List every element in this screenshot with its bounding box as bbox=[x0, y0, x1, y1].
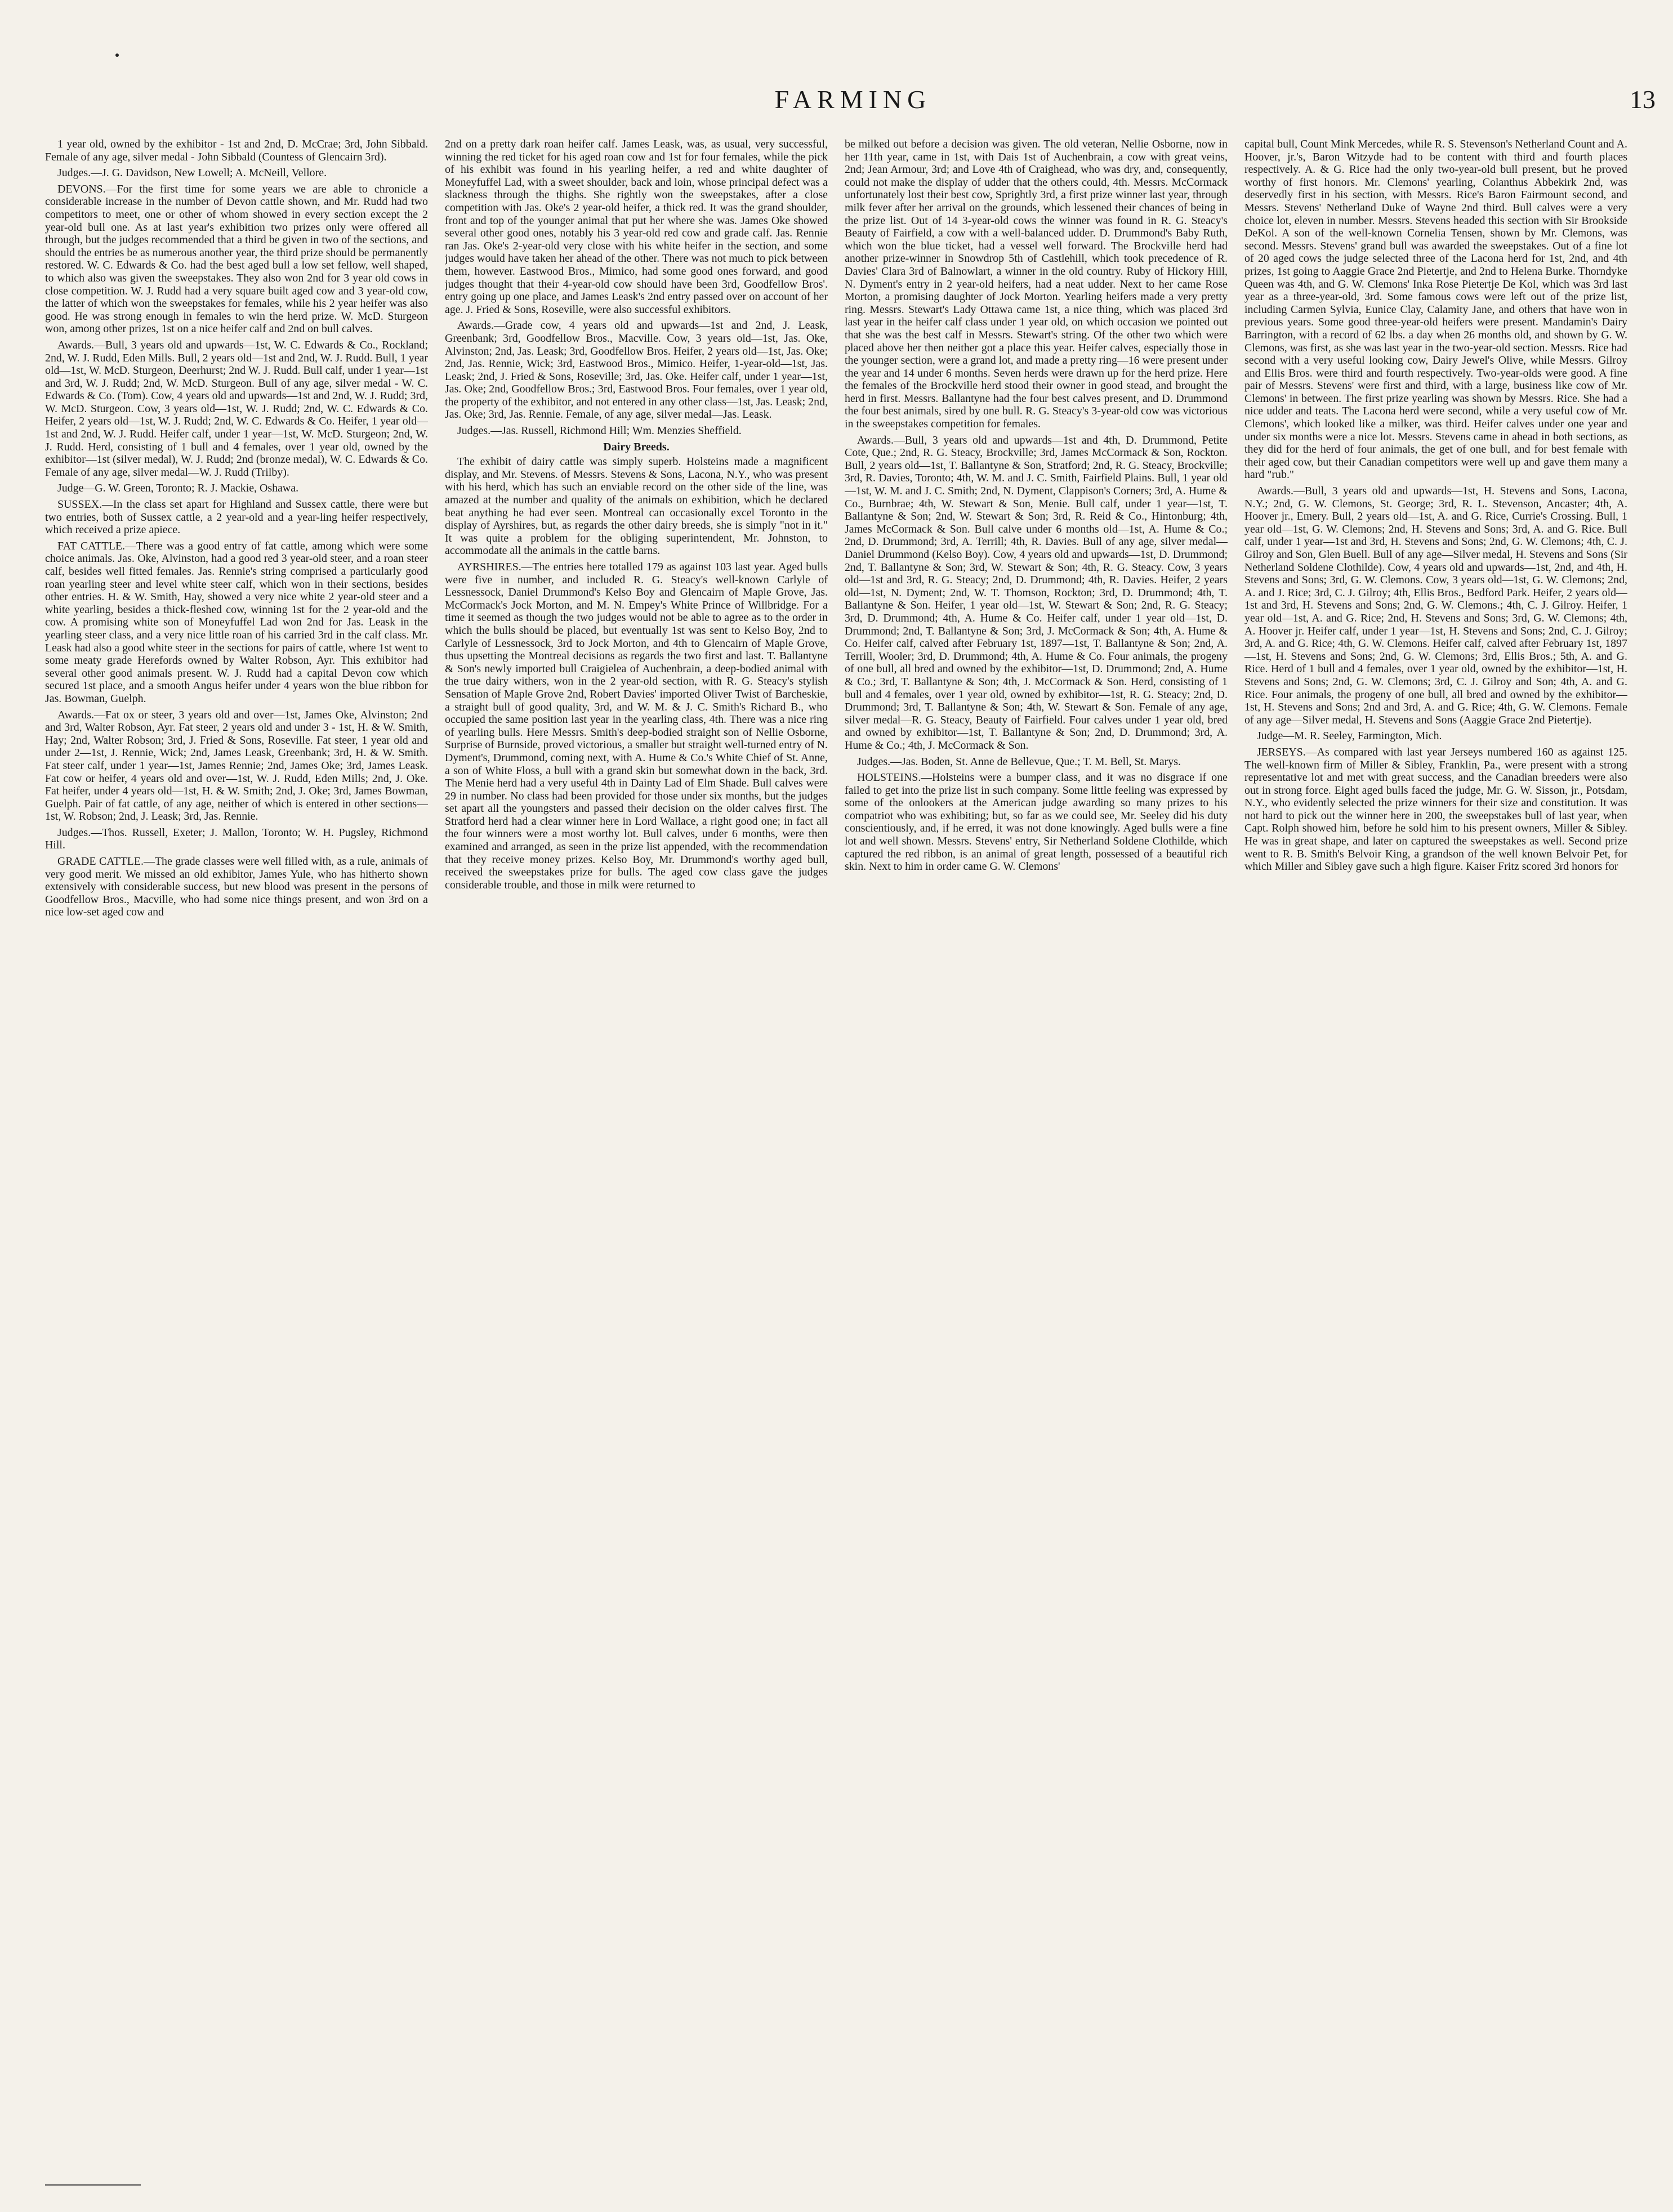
text-columns bbox=[45, 138, 1627, 2153]
paragraph: be milked out before a decision was given. The old veteran, Nellie Osborne, now in her 11th year, came in 1st, with Dais 1st of Auchenbrain, a cow with great veins, 2nd; Jean Armour, 3rd; and Love 4th of Craighead, who was dry, and, consequently, could not make the display of udder that the others could, 4th. Messrs. McCormack unfortunately lost their best cow, Sprightly 3rd, a first prize winner last year, through milk fever after her arrival on the grounds, which lessened their chances of being in the prize list. Out of 14 3-year-old cows the winner was found in R. G. Steacy's Beauty of Fairfield, a cow with a well-balanced udder. D. Drummond's Baby Ruth, which won the blue ticket, had a vessel well forward. The Brockville herd had another prize-winner in Snowdrop 5th of Castlehill, which took precedence of R. Davies' Clara 3rd of Balnowlart, a winner in the old country. Ruby of Hickory Hill, N. Dyment's entry in 2 year-old heifers, had a neat udder. Next to her came Rose Morton, a promising daughter of Jock Morton. Yearling heifers made a very pretty ring. Messrs. Stewart's Lady Ottawa came 1st, a nice thing, which was placed 3rd last year in the heifer calf class under 1 year old, on which occasion we pointed out that she was the best calf in Messrs. Stewart's string. Of the other two which were placed above her then neither got a place this year. Heifer calves, especially those in the younger section, were a grand lot, and made a pretty ring—16 were present under the year and 14 under 6 months. Seven herds were drawn up for the herd prize. Here the females of the Brockville herd stood their owner in good stead, and brought the herd in first. Messrs. Ballantyne had the four best calves present, and D. Drummond the four best animals, sired by one bull. R. G. Steacy's 3-year-old cow was victorious in the sweepstakes competition for females. bbox=[845, 138, 1228, 431]
paragraph: Awards.—Bull, 3 years old and upwards—1st, H. Stevens and Sons, Lacona, N.Y.; 2nd, G. W. Clemons, St. George; 3rd, R. L. Stevenson, Ancaster; 4th, A. Hoover jr., Emery. Bull, 2 years old—1st, A. and G. Rice, Currie's Crossing. Bull, 1 year old—1st, G. W. Clemons; 2nd, H. Stevens and Sons; 3rd, A. and G. Rice. Bull calf, under 1 year—1st and 3rd, H. Stevens and Sons; 2nd, G. W. Clemons; 4th, C. J. Gilroy and Son, Glen Buell. Bull of any age—Silver medal, H. Stevens and Sons (Sir Netherland Soldene Clothilde). Cow, 4 years old and upwards—1st, 2nd, and 4th, H. Stevens and Sons; 3rd, G. W. Clemons. Cow, 3 years old—1st, G. W. Clemons; 2nd, A. and J. Rice; 3rd, C. J. Gilroy; 4th, Ellis Bros., Bedford Park. Heifer, 2 years old—1st and 3rd, H. Stevens and Sons; 2nd, G. W. Clemons.; 4th, C. J. Gilroy. Heifer, 1 year old—1st, A. and G. Rice; 2nd, H. Stevens and Sons; 3rd, G. W. Clemons; 4th, A. Hoover jr. Heifer calf, under 1 year—1st, H. Stevens and Sons; 2nd, C. J. Gilroy; 3rd, A. and G. Rice; 4th, G. W. Clemons. Heifer calf, calved after February 1st, 1897—1st, H. Stevens and Sons; 2nd, G. W. Clemons; 3rd, Ellis Bros.; 5th, A. and G. Rice. Herd of 1 bull and 4 females, over 1 year old, owned by the exhibitor—1st, H. Stevens and Sons; 2nd, G. W. Clemons; 3rd, C. J. Gilroy and Son; 4th, A. and G. Rice. Four animals, the progeny of one bull, all bred and owned by the exhibitor—1st, H. Stevens and Sons; 2nd and 3rd, A. and G. Rice; 4th, G. W. Clemons. Female of any age—Silver medal, H. Stevens and Sons (Aaggie Grace 2nd Pietertje). bbox=[1244, 485, 1627, 726]
paragraph: Awards.—Bull, 3 years old and upwards—1st, W. C. Edwards & Co., Rockland; 2nd, W. J. Rudd, Eden Mills. Bull, 2 years old—1st and 2nd, W. J. Rudd. Bull, 1 year old—1st, W. McD. Sturgeon, Deerhurst; 2nd W. J. Rudd. Bull calf, under 1 year—1st and 3rd, W. J. Rudd; 2nd, W. McD. Sturgeon. Bull of any age, silver medal - W. C. Edwards & Co. (Tom). Cow, 4 years old and upwards—1st and 2nd, W. J. Rudd; 3rd, W. McD. Sturgeon. Cow, 3 years old—1st, W. J. Rudd; 2nd, W. C. Edwards & Co. Heifer, 2 years old—1st, W. J. Rudd; 2nd, W. C. Edwards & Co. Heifer, 1 year old—1st and 2nd, W. J. Rudd. Heifer calf, under 1 year—1st, W. McD. Sturgeon; 2nd, W. J. Rudd. Herd, consisting of 1 bull and 4 females, over 1 year old, owned by the exhibitor—1st (silver medal), W. J. Rudd; 2nd (bronze medal), W. C. Edwards & Co. Female of any age, silver medal—W. J. Rudd (Trilby). bbox=[45, 338, 428, 479]
paragraph: Judge—M. R. Seeley, Farmington, Mich. bbox=[1257, 730, 1442, 743]
paragraph: JERSEYS.—As compared with last year Jerseys numbered 160 as against 125. The well-known firm of Miller & Sibley, Franklin, Pa., were present with a strong representative lot and met with great success, and the Canadian breeders were also out in strong force. Eight aged bulls faced the judge, Mr. G. W. Sisson, jr., Potsdam, N.Y., who evidently selected the prize winners for their size and constitution. It was not hard to pick out the winner here in 200, the sweepstakes bull of last year, when Capt. Rolph showed him, before he sold him to his present owners, Miller & Sibley. He was in great shape, and later on captured the sweepstakes as well. Second prize went to R. B. Smith's Belvoir King, a grandson of the well known Belvoir Pet, for which Miller and Sibley gave such a high figure. Kaiser Fritz scored 3rd honors for bbox=[1244, 745, 1627, 873]
paragraph: The exhibit of dairy cattle was simply superb. Holsteins made a magnificent display, and Mr. Stevens. of Messrs. Stevens & Sons, Lacona, N.Y., who was present with his herd, which has such an enviable record on the other side of the line, was amazed at the number and quality of the animals on exhibition, which he declared beat anything he had ever seen. Montreal can occasionally excel Toronto in the display of Ayrshires, but, as regards the other dairy breeds, she is simply "not in it." It was quite a problem for the obliging superintendent, Mr. Johnston, to accommodate all the animals in the cattle barns. bbox=[445, 455, 828, 557]
paragraph: Awards.—Bull, 3 years old and upwards—1st and 4th, D. Drummond, Petite Cote, Que.; 2nd, R. G. Steacy, Brockville; 3rd, James McCormack & Son, Rockton. Bull, 2 years old—1st, T. Ballantyne & Son, Stratford; 2nd, R. G. Steacy, Brockville; 3rd, R. Davies, Toronto; 4th, W. M. and J. C. Smith, Fairfield Plains. Bull, 1 year old—1st, W. M. and J. C. Smith; 2nd, N. Dyment, Clappison's Corners; 3rd, A. Hume & Co., Burnbrae; 4th, W. Stewart & Son, Menie. Bull calf, under 1 year—1st, T. Ballantyne & Son; 2nd, W. Stewart & Son; 3rd, R. Reid & Co., Hintonburg; 4th, James McCormack & Son. Bull calve under 6 months old—1st, A. Hume & Co.; 2nd, D. Drummond; 3rd, A. Terrill; 4th, R. Davies. Bull of any age, silver medal—Daniel Drummond (Kelso Boy). Cow, 4 years old and upwards—1st, D. Drummond; 2nd, T. Ballantyne & Son; 3rd, W. Stewart & Son; 4th, R. G. Steacy. Cow, 3 years old—1st and 3rd, R. G. Steacy; 2nd, D. Drummond; 4th, R. Davies. Heifer, 2 years old—1st, N. Dyment; 2nd, W. T. Thomson, Rockton; 3rd, D. Drummond; 4th, T. Ballantyne & Son. Heifer, 1 year old—1st, W. Stewart & Son; 2nd, R. G. Steacy; 3rd, D. Drummond; 4th, A. Hume & Co. Heifer calf, under 1 year old—1st, D. Drummond; 2nd, T. Ballantyne & Son; 3rd, J. McCormack & Son; 4th, A. Hume & Co. Heifer calf, calved after February 1st, 1897—1st, T. Ballantyne & Son; 2nd, A. Terrill, Wooler; 3rd, D. Drummond; 4th, A. Hume & Co. Four animals, the progeny of one bull, all bred and owned by the exhibitor—1st, D. Drummond; 2nd, A. Hume & Co.; 3rd, T. Ballantyne & Son; 4th, J. McCormack & Son. Herd, consisting of 1 bull and 4 females, over 1 year old, owned by exhibitor—1st, R. G. Steacy; 2nd, D. Drummond; 3rd, T. Ballantyne & Son; 4th, W. Stewart & Son. Female of any age, silver medal—R. G. Steacy, Beauty of Fairfield. Four calves under 1 year old, bred and owned by exhibitor—1st, T. Ballantyne & Son; 2nd, D. Drummond; 3rd, A. Hume & Co.; 4th, J. McCormack & Son. bbox=[845, 434, 1228, 752]
paragraph: AYRSHIRES.—The entries here totalled 179 as against 103 last year. Aged bulls were five in number, and included R. G. Steacy's well-known Carlyle of Lessnessock, Daniel Drummond's Kelso Boy and Glencairn of Maple Grove, Jas. McCormack's Jock Morton, and M. N. Empey's White Prince of Willbridge. For a time it seemed as though the two judges would not be able to agree as to the order in which the bulls should be placed, but eventually 1st was sent to Kelso Boy, 2nd to Carlyle of Lessnessock, 3rd to Jock Morton, and 4th to Glencairn of Maple Grove, thus upsetting the Montreal decisions as regards the two first and last. T. Ballantyne & Son's newly imported bull Craigielea of Auchenbrain, a deep-bodied animal with the true dairy withers, won in the 2 year-old section, with R. G. Steacy's stylish Sensation of Maple Grove 2nd, Robert Davies' imported Oliver Twist of Barcheskie, a straight bull of good quality, 3rd, and W. M. & J. C. Smith's Richard B., who occupied the same position last year in the yearling class, 4th. There was a nice ring of yearling bulls. Here Messrs. Smith's deep-bodied straight son of Nellie Osborne, Surprise of Burnside, proved victorious, a smaller but straight well-turned entry of N. Dyment's, Drummond, coming next, with A. Hume & Co.'s White Chief of St. Anne, a son of White Floss, a bull with a grand skin but somewhat down in the back, 3rd. The Menie herd had a very useful 4th in Dainty Lad of Elm Shade. Bull calves were 29 in number. No class had been provided for those under six months, but the judges set apart all the youngsters and passed their decision on the older calves first. The Stratford herd had a clear winner here in Lord Wallace, a right good one; in fact all the four winners were a most worthy lot. Bull calves, under 6 months, were then examined and arranged, as seen in the prize list appended, with the recommendation that they receive money prizes. Kelso Boy, Mr. Drummond's worthy aged bull, received the sweepstakes prize for bulls. The aged cow class gave the judges considerable trouble, and those in milk were returned to bbox=[445, 561, 828, 891]
paragraph: DEVONS.—For the first time for some years we are able to chronicle a considerable increase in the number of Devon cattle shown, and Mr. Rudd had two competitors to meet, one or other of whom showed in every section except the 2 year-old bull one. As at last year's exhibition two prizes only were offered all through, but the judges recommended that a third be given in two of the sections, and should the entries be as numerous another year, the third prize should be permanently restored. W. C. Edwards & Co. had the best aged bull a low set fellow, well shaped, to which also was given the sweepstakes. They also won 2nd for 3 year old cows in close competition. W. J. Rudd had a very square built aged cow and 3 year-old cow, the latter of which won the sweepstakes for females, while his 2 year heifer was also good. He was strong enough in females to win the herd prize. W. McD. Sturgeon won, among other prizes, 1st on a nice heifer calf and 2nd on bull calves. bbox=[45, 182, 428, 336]
paragraph: Judge—G. W. Green, Toronto; R. J. Mackie, Oshawa. bbox=[57, 482, 299, 495]
paragraph: Judges.—Thos. Russell, Exeter; J. Mallon, Toronto; W. H. Pugsley, Richmond Hill. bbox=[45, 826, 428, 852]
paragraph: HOLSTEINS.—Holsteins were a bumper class, and it was no disgrace if one failed to get into the prize list in such company. Some little feeling was expressed by some of the onlookers at the American judge awarding so many prizes to his compatriot who was exhibiting; but, so far as we could see, Mr. Seeley did his duty conscientiously, and, if he erred, it was not done knowingly. Aged bulls were a fine lot and well shown. Messrs. Stevens' entry, Sir Netherland Soldene Clothilde, which captured the red ribbon, is an animal of great length, possessed of a beautiful rich skin. Next to him in order came G. W. Clemons' bbox=[845, 771, 1228, 873]
paragraph: Judges.—Jas. Russell, Richmond Hill; Wm. Menzies Sheffield. bbox=[457, 424, 742, 437]
column-2 bbox=[445, 138, 828, 2153]
paragraph: GRADE CATTLE.—The grade classes were well filled with, as a rule, animals of very good merit. We missed an old exhibitor, James Yule, who has hitherto shown extensively with considerable success, but new blood was present in the persons of Goodfellow Bros., Macville, who had some nice things present, and won 3rd on a nice low-set aged cow and bbox=[45, 855, 428, 919]
paragraph: SUSSEX.—In the class set apart for Highland and Sussex cattle, there were but two entries, both of Sussex cattle, a 2 year-old and a year-ling heifer respectively, which received a prize apiece. bbox=[45, 498, 428, 537]
paragraph: Awards.—Fat ox or steer, 3 years old and over—1st, James Oke, Alvinston; 2nd and 3rd, Walter Robson, Ayr. Fat steer, 2 years old and under 3 - 1st, H. & W. Smith, Hay; 2nd, Walter Robson; 3rd, J. Fried & Sons, Roseville. Fat steer, 1 year old and under 2—1st, J. Rennie, Wick; 2nd, James Leask, Greenbank; 3rd, H. & W. Smith. Fat steer calf, under 1 year—1st, James Rennie; 2nd, James Oke; 3rd, James Leask. Fat cow or heifer, 4 years old and over—1st, W. J. Rudd, Eden Mills; 2nd, J. Oke. Fat heifer, under 4 years old—1st, H. & W. Smith; 2nd, J. Oke; 3rd, James Bowman, Guelph. Pair of fat cattle, of any age, neither of which is entered in other sections—1st, W. Robson; 2nd, J. Leask; 3rd, Jas. Rennie. bbox=[45, 708, 428, 823]
section-heading: Dairy Breeds. bbox=[603, 440, 670, 453]
paragraph: Judges.—J. G. Davidson, New Lowell; A. McNeill, Vellore. bbox=[57, 167, 327, 180]
column-1 bbox=[45, 138, 428, 2153]
column-4 bbox=[1244, 138, 1627, 2153]
paragraph: 1 year old, owned by the exhibitor - 1st and 2nd, D. McCrae; 3rd, John Sibbald. Female of any age, silver medal - John Sibbald (Countess of Glencairn 3rd). bbox=[45, 138, 428, 163]
paragraph: FAT CATTLE.—There was a good entry of fat cattle, among which were some choice animals. Jas. Oke, Alvinston, had a good red 3 year-old steer, and a roan steer calf, besides well fitted females. Jas. Rennie's string comprised a particularly good roan yearling steer and level white steer calf, which won in their sections, besides other entries. H. & W. Smith, Hay, showed a very nice white 2 year-old steer and a white yearling, besides a thick-fleshed cow, winning 1st for the 2 year-old and the cow. A promising white son of Moneyfuffel Lad won 2nd for Jas. Leask in the yearling steer class, and a very nice little roan of his carried 3rd in the calf class. Mr. Leask had also a good white steer in the sections for pairs of cattle, where 1st went to some meaty grade Herefords owned by Walter Robson, Ayr. This exhibitor had several other good animals present. W. J. Rudd had a capital Devon cow which secured 1st place, and a smooth Angus heifer under 4 years won the blue ribbon for Jas. Bowman, Guelph. bbox=[45, 539, 428, 705]
paragraph: Awards.—Grade cow, 4 years old and upwards—1st and 2nd, J. Leask, Greenbank; 3rd, Goodfellow Bros., Macville. Cow, 3 years old—1st, Jas. Oke, Alvinston; 2nd, Jas. Leask; 3rd, Goodfellow Bros. Heifer, 2 years old—1st, Jas. Oke; 2nd, Jas. Rennie, Wick; 3rd, Eastwood Bros., Mimico. Heifer, 1-year-old—1st, Jas. Leask; 2nd, J. Fried & Sons, Roseville; 3rd, Jas. Oke. Heifer calf, under 1 year—1st, Jas. Oke; 2nd, Goodfellow Bros.; 3rd, Eastwood Bros. Four females, over 1 year old, the property of the exhibitor, and not entered in any other class—1st, Jas. Leask; 2nd, Jas. Oke; 3rd, Jas. Rennie. Female, of any age, silver medal—Jas. Leask. bbox=[445, 319, 828, 421]
page-header bbox=[45, 84, 1661, 124]
paragraph: 2nd on a pretty dark roan heifer calf. James Leask, was, as usual, very successful, winning the red ticket for his aged roan cow and 1st for four females, while the pick of his exhibit was found in his yearling heifer, a red and white daughter of Moneyfuffel Lad, with a sweet shoulder, back and loin, whose principal defect was a slackness through the thighs. She rightly won the sweepstakes, after a close competition with Jas. Oke's 2 year-old heifer, a thick red. It was the grand shoulder, front and top of the younger animal that put her where she was. James Oke showed several other good ones, notably his 3 year-old red cow and grade calf. Jas. Rennie ran Jas. Oke's 2-year-old very close with his white heifer in the section, and some judges would have taken her ahead of the other. There was not much to pick between them, however. Eastwood Bros., Mimico, had some good ones forward, and good judges thought that their 4-year-old cow should have been 3rd, Goodfellow Bros'. entry going up one place, and James Leask's 2nd entry passed over on account of her age. J. Fried & Sons, Roseville, were also successful exhibitors. bbox=[445, 138, 828, 316]
paragraph: capital bull, Count Mink Mercedes, while R. S. Stevenson's Netherland Count and A. Hoover, jr.'s, Baron Witzyde had to be content with third and fourth places respectively. A. & G. Rice had the only two-year-old bull present, but he proved worthy of first honors. Mr. Clemons' yearling, Colanthus Abbekirk 2nd, was deservedly first in his section, with Messrs. Rice's Baron Fairmount second, and Messrs. Stevens' Netherland Duke of Wayne 2nd third. Bull calves were a very choice lot, eleven in number. Messrs. Stevens headed this section with Sir Brookside DeKol. A son of the well-known Cornelia Tensen, shown by Mr. Clemons, was second. Messrs. Stevens' grand bull was awarded the sweepstakes. Out of a fine lot of 20 aged cows the judge selected three of the Lacona herd for 1st, 2nd, and 4th prizes, 1st going to Aaggie Grace 2nd Pietertje, and 2nd to Helena Burke. Thorndyke Queen was 4th, and G. W. Clemons' Inka Rose Pietertje De Kol, which was 3rd last year as a three-year-old, 3rd. Some famous cows were left out of the prize list, including Carmen Sylvia, Eunice Clay, Calamity Jane, and others that have won in previous years. Some good three-year-old heifers were present. Mandamin's Dairy Barrington, with a record of 62 lbs. a day when 26 months old, and shown by G. W. Clemons, was first, as she was last year in the two-year-old section. Messrs. Rice had second with a very useful looking cow, Dairy Jewel's Olive, while Messrs. Gilroy and Ellis Bros. were third and fourth respectively. Two-year-olds were good. A fine pair of Messrs. Stevens' were first and third, with a large, business like cow of Mr. Clemons' in between. The first prize yearling was shown by Messrs. Rice. She had a nice udder and teats. The Lacona herd were second, while a very useful cow of Mr. Clemons', which looked like a milker, was third. Heifer calves under one year and under six months were a nice lot. Messrs. Stevens came in ahead in both sections, as they did for the herd of four animals, the get of one bull, and for best female with their aged cow, but their Canadian competitors were well up and gave them many a hard "rub." bbox=[1244, 138, 1627, 481]
ink-speck bbox=[115, 53, 119, 57]
page-number: 13 bbox=[1630, 85, 1656, 114]
footer-rule bbox=[45, 2184, 141, 2186]
running-head: FARMING bbox=[774, 85, 932, 114]
column-3 bbox=[845, 138, 1228, 2153]
paragraph: Judges.—Jas. Boden, St. Anne de Bellevue, Que.; T. M. Bell, St. Marys. bbox=[857, 755, 1181, 768]
